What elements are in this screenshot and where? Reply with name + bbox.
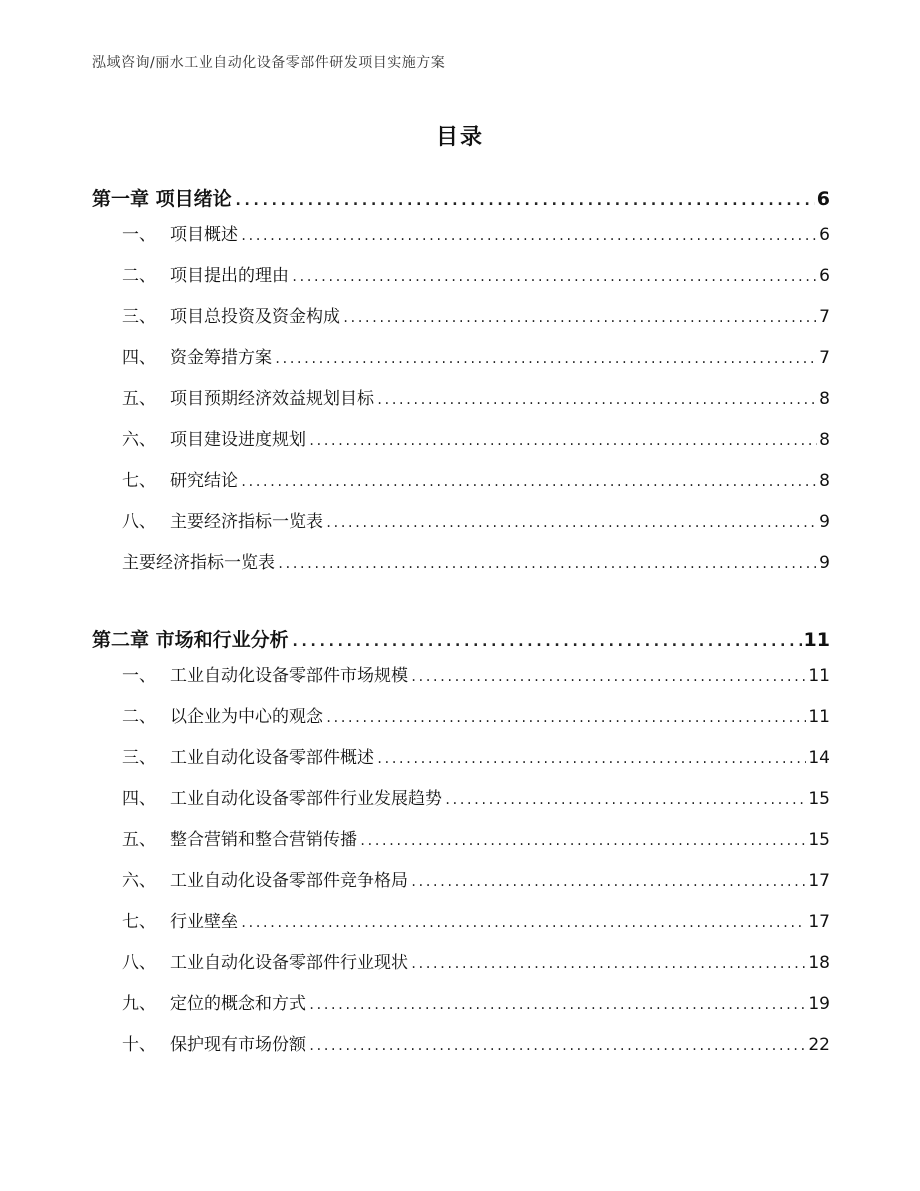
- toc-leader-dots: [234, 191, 815, 209]
- toc-entry-label: 项目提出的理由: [170, 266, 289, 286]
- toc-leader-dots: [308, 1039, 806, 1053]
- toc-page-number: 8: [819, 430, 830, 450]
- toc-entry-label: 项目预期经济效益规划目标: [170, 389, 374, 409]
- toc-entry-number: 三、: [122, 748, 156, 768]
- toc-leader-dots: [359, 834, 806, 848]
- toc-entry-label: 定位的概念和方式: [170, 994, 306, 1014]
- toc-entry-label: 工业自动化设备零部件行业发展趋势: [170, 789, 442, 809]
- toc-page-number: 22: [808, 1035, 830, 1055]
- toc-entry-number: 六、: [122, 871, 156, 891]
- toc-page-number: 8: [819, 389, 830, 409]
- toc-page-number: 9: [819, 553, 830, 573]
- toc-entry-label: 工业自动化设备零部件市场规模: [170, 666, 408, 686]
- toc-section-2-5[interactable]: [92, 825, 830, 850]
- toc-section-2-10[interactable]: [92, 1030, 830, 1055]
- toc-entry-label: 主要经济指标一览表: [170, 512, 323, 532]
- toc-leader-dots: [410, 875, 806, 889]
- toc-leader-dots: [342, 311, 817, 325]
- toc-entry-label: 主要经济指标一览表: [122, 553, 275, 573]
- toc-section-2-8[interactable]: [92, 948, 830, 973]
- toc-page-number: 17: [808, 871, 830, 891]
- toc-leader-dots: [291, 270, 817, 284]
- toc-leader-dots: [274, 352, 817, 366]
- toc-section-2-6[interactable]: [92, 866, 830, 891]
- toc-page-number: 7: [819, 307, 830, 327]
- toc-page-number: 11: [808, 707, 830, 727]
- toc-entry-number: 四、: [122, 348, 156, 368]
- toc-page-number: 19: [808, 994, 830, 1014]
- toc-page-number: 6: [816, 188, 830, 210]
- toc-leader-dots: [410, 670, 806, 684]
- toc-entry-label: 第一章 项目绪论: [92, 188, 232, 210]
- toc-section-1-1[interactable]: [92, 220, 830, 245]
- toc-chapter-2[interactable]: [92, 625, 830, 652]
- toc-entry-number: 六、: [122, 430, 156, 450]
- toc-entry-label: 第二章 市场和行业分析: [92, 629, 289, 651]
- toc-leader-dots: [291, 632, 802, 650]
- toc-entry-number: 二、: [122, 707, 156, 727]
- toc-leader-dots: [444, 793, 806, 807]
- toc-page-number: 6: [819, 225, 830, 245]
- toc-page-number: 7: [819, 348, 830, 368]
- toc-page-number: 11: [808, 666, 830, 686]
- toc-leader-dots: [325, 711, 806, 725]
- toc-chapter-1[interactable]: [92, 184, 830, 211]
- toc-page-number: 15: [808, 830, 830, 850]
- toc-section-1-7[interactable]: [92, 466, 830, 491]
- toc-entry-label: 工业自动化设备零部件行业现状: [170, 953, 408, 973]
- toc-section-1-5[interactable]: [92, 384, 830, 409]
- toc-leader-dots: [325, 516, 817, 530]
- toc-entry-number: 三、: [122, 307, 156, 327]
- toc-page-number: 6: [819, 266, 830, 286]
- toc-entry-label: 研究结论: [170, 471, 238, 491]
- toc-page-number: 8: [819, 471, 830, 491]
- toc-leader-dots: [376, 393, 817, 407]
- toc-entry-number: 一、: [122, 666, 156, 686]
- toc-entry-label: 项目概述: [170, 225, 238, 245]
- toc-section-2-9[interactable]: [92, 989, 830, 1014]
- toc-entry-label: 行业壁垒: [170, 912, 238, 932]
- toc-entry-number: 五、: [122, 830, 156, 850]
- toc-leader-dots: [240, 916, 806, 930]
- toc-leader-dots: [410, 957, 806, 971]
- toc-entry-number: 八、: [122, 953, 156, 973]
- toc-section-2-7[interactable]: [92, 907, 830, 932]
- toc-section-1-4[interactable]: [92, 343, 830, 368]
- toc-section-2-2[interactable]: [92, 702, 830, 727]
- toc-leader-dots: [376, 752, 806, 766]
- toc-section-2-4[interactable]: [92, 784, 830, 809]
- toc-entry-label: 资金筹措方案: [170, 348, 272, 368]
- toc-entry-number: 七、: [122, 471, 156, 491]
- toc-entry-number: 七、: [122, 912, 156, 932]
- toc-entry-number: 五、: [122, 389, 156, 409]
- toc-page-number: 18: [808, 953, 830, 973]
- toc-section-1-table[interactable]: [92, 548, 830, 573]
- document-header: 泓域咨询/丽水工业自动化设备零部件研发项目实施方案: [92, 55, 446, 71]
- toc-leader-dots: [277, 557, 817, 571]
- toc-page-number: 11: [803, 629, 830, 651]
- toc-entry-number: 九、: [122, 994, 156, 1014]
- toc-page-number: 15: [808, 789, 830, 809]
- toc-section-1-3[interactable]: [92, 302, 830, 327]
- toc-page-number: 17: [808, 912, 830, 932]
- toc-section-1-8[interactable]: [92, 507, 830, 532]
- toc-section-1-6[interactable]: [92, 425, 830, 450]
- toc-section-2-3[interactable]: [92, 743, 830, 768]
- toc-title: 目录: [435, 125, 484, 150]
- toc-entry-number: 二、: [122, 266, 156, 286]
- toc-entry-label: 工业自动化设备零部件概述: [170, 748, 374, 768]
- toc-leader-dots: [240, 229, 817, 243]
- toc-entry-label: 以企业为中心的观念: [170, 707, 323, 727]
- toc-page-number: 9: [819, 512, 830, 532]
- toc-leader-dots: [240, 475, 817, 489]
- toc-entry-label: 整合营销和整合营销传播: [170, 830, 357, 850]
- toc-entry-number: 四、: [122, 789, 156, 809]
- toc-entry-label: 保护现有市场份额: [170, 1035, 306, 1055]
- toc-section-2-1[interactable]: [92, 661, 830, 686]
- toc-leader-dots: [308, 434, 817, 448]
- toc-leader-dots: [308, 998, 806, 1012]
- toc-entry-number: 十、: [122, 1035, 156, 1055]
- toc-entry-number: 一、: [122, 225, 156, 245]
- toc-entry-number: 八、: [122, 512, 156, 532]
- toc-entry-label: 工业自动化设备零部件竞争格局: [170, 871, 408, 891]
- toc-entry-label: 项目建设进度规划: [170, 430, 306, 450]
- toc-entry-label: 项目总投资及资金构成: [170, 307, 340, 327]
- toc-section-1-2[interactable]: [92, 261, 830, 286]
- toc-page-number: 14: [808, 748, 830, 768]
